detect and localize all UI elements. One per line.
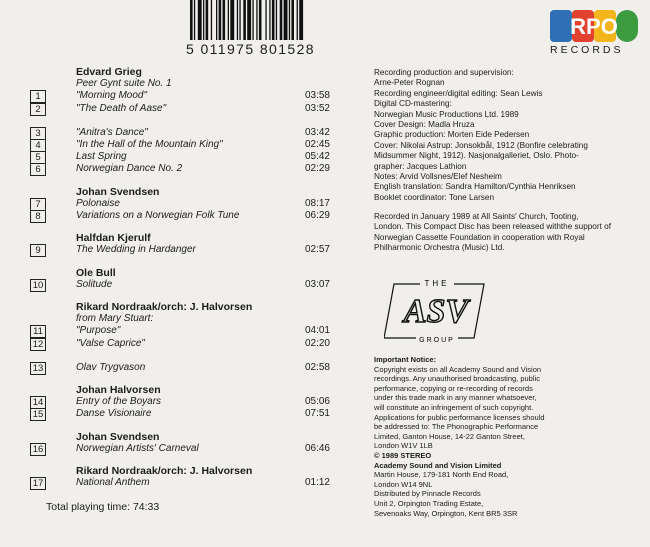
track-duration: 02:20 (304, 337, 330, 349)
track-number: 3 (30, 127, 46, 140)
barcode-bar (237, 0, 238, 40)
barcode-bar (289, 0, 290, 40)
svg-text:GROUP: GROUP (419, 337, 455, 344)
track-row (30, 127, 330, 139)
track-title: Olav Trygvason (76, 361, 146, 373)
notice-line: London W1V 1LB (374, 441, 433, 451)
barcode-bar (291, 0, 294, 40)
track-row (30, 210, 330, 222)
track-number: 15 (30, 408, 46, 421)
track-row (30, 408, 330, 420)
barcode-bar (280, 0, 283, 40)
barcode-bar (284, 0, 288, 40)
barcode-bar (259, 0, 262, 40)
composer-name: Rikard Nordraak/orch: J. Halvorsen (76, 301, 253, 313)
barcode-bar (243, 0, 246, 40)
barcode-bar (297, 0, 298, 40)
notice-line: be addressed to: The Phonographic Performance (374, 422, 539, 432)
notice-line: Limited, Ganton House, 14-22 Ganton Street, (374, 431, 525, 441)
track-row (30, 198, 330, 210)
track-number: 9 (30, 244, 46, 257)
track-row (30, 163, 330, 175)
track-row (30, 90, 330, 102)
track-duration: 03:52 (304, 102, 330, 114)
svg-text:ASV: ASV (403, 293, 469, 330)
composer-name: Edvard Grieg (76, 66, 142, 78)
track-row (30, 338, 330, 350)
barcode-bar (247, 0, 251, 40)
recording-info-line: London. This Compact Disc has been released withthe support of (374, 222, 611, 232)
barcode-bar (223, 0, 226, 40)
barcode-bar (198, 0, 202, 40)
track-number: 16 (30, 443, 46, 456)
credit-line: Cover Design: Madla Hruza (374, 120, 475, 130)
track-title: "Valse Caprice" (76, 337, 145, 349)
asv-group-logo (384, 270, 494, 350)
composer-name: Halfdan Kjerulf (76, 232, 151, 245)
address-line: Sevenoaks Way, Orpington, Kent BR5 3SR (374, 508, 518, 518)
barcode-bar (216, 0, 217, 40)
recording-info (374, 212, 644, 254)
track-duration: 07:51 (304, 408, 330, 420)
track-duration: 02:58 (304, 361, 330, 373)
track-number: 13 (30, 362, 46, 375)
barcode-bar (239, 0, 240, 40)
track-duration: 02:29 (304, 163, 330, 175)
track-title: National Anthem (76, 477, 150, 489)
notice-line: Copyright exists on all Academy Sound and Vision (374, 364, 542, 374)
track-row (30, 139, 330, 151)
track-row (30, 151, 330, 163)
track-row (30, 103, 330, 115)
track-title: "Purpose" (76, 325, 121, 337)
barcode-digits: 5 011975 801528 (186, 41, 315, 57)
track-number: 1 (30, 90, 46, 103)
track-duration: 03:58 (304, 90, 330, 102)
address-line: Martin House, 179-181 North End Road, (374, 470, 509, 480)
credit-line: Booklet coordinator: Tone Larsen (374, 192, 495, 202)
track-duration: 03:42 (304, 126, 330, 138)
recording-info-line: Norwegian Cassette Foundation in cooperation with Royal (374, 232, 585, 242)
barcode-bar (265, 0, 266, 40)
track-title: Norwegian Dance No. 2 (76, 163, 183, 175)
important-notice (374, 355, 644, 518)
track-number: 7 (30, 198, 46, 211)
address-line: Distributed by Pinnacle Records (374, 489, 481, 499)
track-number: 10 (30, 279, 46, 292)
credit-line: Midsummer Night, 1912). Nasjonalgalleriet, Oslo. Photo- (374, 151, 579, 161)
credit-line: Recording production and supervision: (374, 68, 514, 77)
svg-text:RPO: RPO (570, 14, 618, 39)
composer-name: Johan Svendsen (76, 430, 160, 443)
notice-line: will constitute an infringement of such copyright. (374, 402, 534, 412)
credit-line: Notes: Arvid Vollsnes/Elef Nesheim (374, 172, 502, 182)
credit-line: English translation: Sandra Hamilton/Cynthia Henriksen (374, 182, 576, 192)
barcode-bar (203, 0, 204, 40)
barcode (188, 0, 360, 40)
track-row (30, 443, 330, 455)
track-row (30, 396, 330, 408)
track-title: Entry of the Boyars (76, 396, 162, 408)
notice-line: under this trade mark in any manner whatsoever, (374, 393, 537, 403)
barcode-bar (256, 0, 257, 40)
address-line: London W14 9NL (374, 479, 433, 489)
track-row (30, 279, 330, 291)
track-title: "The Death of Aase" (76, 102, 167, 114)
copyright-line: © 1989 STEREO (374, 450, 432, 460)
track-duration: 01:12 (304, 477, 330, 489)
track-number: 6 (30, 163, 46, 176)
track-number: 17 (30, 477, 46, 490)
label-name: RECORDS (550, 44, 624, 56)
track-title: Danse Visionaire (76, 408, 152, 420)
company-name: Academy Sound and Vision Limited (374, 460, 502, 470)
track-number: 14 (30, 396, 46, 409)
track-duration: 05:06 (304, 396, 330, 408)
barcode-bar (194, 0, 195, 40)
track-duration: 04:01 (304, 325, 330, 337)
barcode-bar (190, 0, 193, 40)
barcode-bar (228, 0, 229, 40)
barcode-bar (299, 0, 303, 40)
composer-name: Johan Svendsen (76, 185, 160, 198)
track-number: 12 (30, 338, 46, 351)
recording-info-line: Recorded in January 1989 at All Saints' Church, Tooting, (374, 212, 579, 221)
work-title: Peer Gynt suite No. 1 (76, 78, 172, 90)
notice-line: Applications for public performance licenses should (374, 412, 545, 422)
composer-name: Rikard Nordraak/orch: J. Halvorsen (76, 465, 253, 477)
total-playing-time: Total playing time: 74:33 (46, 501, 160, 514)
track-title: "Anitra's Dance" (76, 126, 148, 138)
notice-line: performance, copying or re-recording of records (374, 383, 533, 393)
credit-line: Graphic production: Morten Eide Pedersen (374, 130, 530, 140)
credit-line: Norwegian Music Productions Ltd. 1989 (374, 109, 519, 119)
barcode-bar (272, 0, 275, 40)
credit-line: grapher: Jacques Lathion (374, 161, 467, 171)
track-title: Polonaise (76, 197, 120, 209)
track-duration: 08:17 (304, 197, 330, 209)
work-title: from Mary Stuart: (76, 313, 154, 325)
composer-name: Johan Halvorsen (76, 384, 161, 396)
track-row (30, 244, 330, 256)
credit-line: Recording engineer/digital editing: Sean Lewis (374, 88, 543, 98)
track-title: Variations on a Norwegian Folk Tune (76, 210, 240, 221)
barcode-bar (276, 0, 277, 40)
recording-info-line: Philharmonic Orchestra (Music) Ltd. (374, 243, 505, 253)
track-title: "In the Hall of the Mountain King" (76, 139, 223, 150)
credit-line: Cover: Nikolai Astrup: Jonsokbål, 1912 (Bonfire celebrating (374, 140, 588, 150)
address-line: Unit 2, Orpington Trading Estate, (374, 498, 484, 508)
track-row (30, 477, 330, 489)
barcode-bar (219, 0, 222, 40)
track-duration: 06:29 (304, 210, 330, 221)
track-row (30, 325, 330, 337)
track-duration: 03:07 (304, 278, 330, 290)
barcode-bar (206, 0, 209, 40)
track-duration: 06:46 (304, 442, 330, 454)
track-number: 11 (30, 325, 46, 338)
track-title: Last Spring (76, 151, 127, 163)
track-title: The Wedding in Hardanger (76, 244, 196, 256)
track-duration: 02:45 (304, 139, 330, 150)
credits (374, 68, 644, 203)
track-number: 5 (30, 151, 46, 164)
track-number: 2 (30, 103, 46, 116)
composer-name: Ole Bull (76, 266, 116, 279)
credit-line: Arne-Peter Rognan (374, 78, 445, 88)
svg-text:THE: THE (424, 279, 450, 288)
barcode-bar (230, 0, 234, 40)
notice-heading: Important Notice: (374, 355, 437, 364)
barcode-bar (211, 0, 212, 40)
track-duration: 05:42 (304, 151, 330, 163)
track-row (30, 362, 330, 374)
credit-line: Digital CD-mastering: (374, 99, 452, 109)
track-title: Norwegian Artists' Carneval (76, 442, 199, 454)
notice-line: recordings. Any unauthorised broadcasting, public (374, 374, 540, 384)
track-duration: 02:57 (304, 244, 330, 256)
barcode-bar (252, 0, 253, 40)
track-number: 8 (30, 210, 46, 223)
track-title: "Morning Mood" (76, 90, 148, 102)
track-number: 4 (30, 139, 46, 152)
track-title: Solitude (76, 278, 113, 290)
barcode-bar (269, 0, 270, 40)
